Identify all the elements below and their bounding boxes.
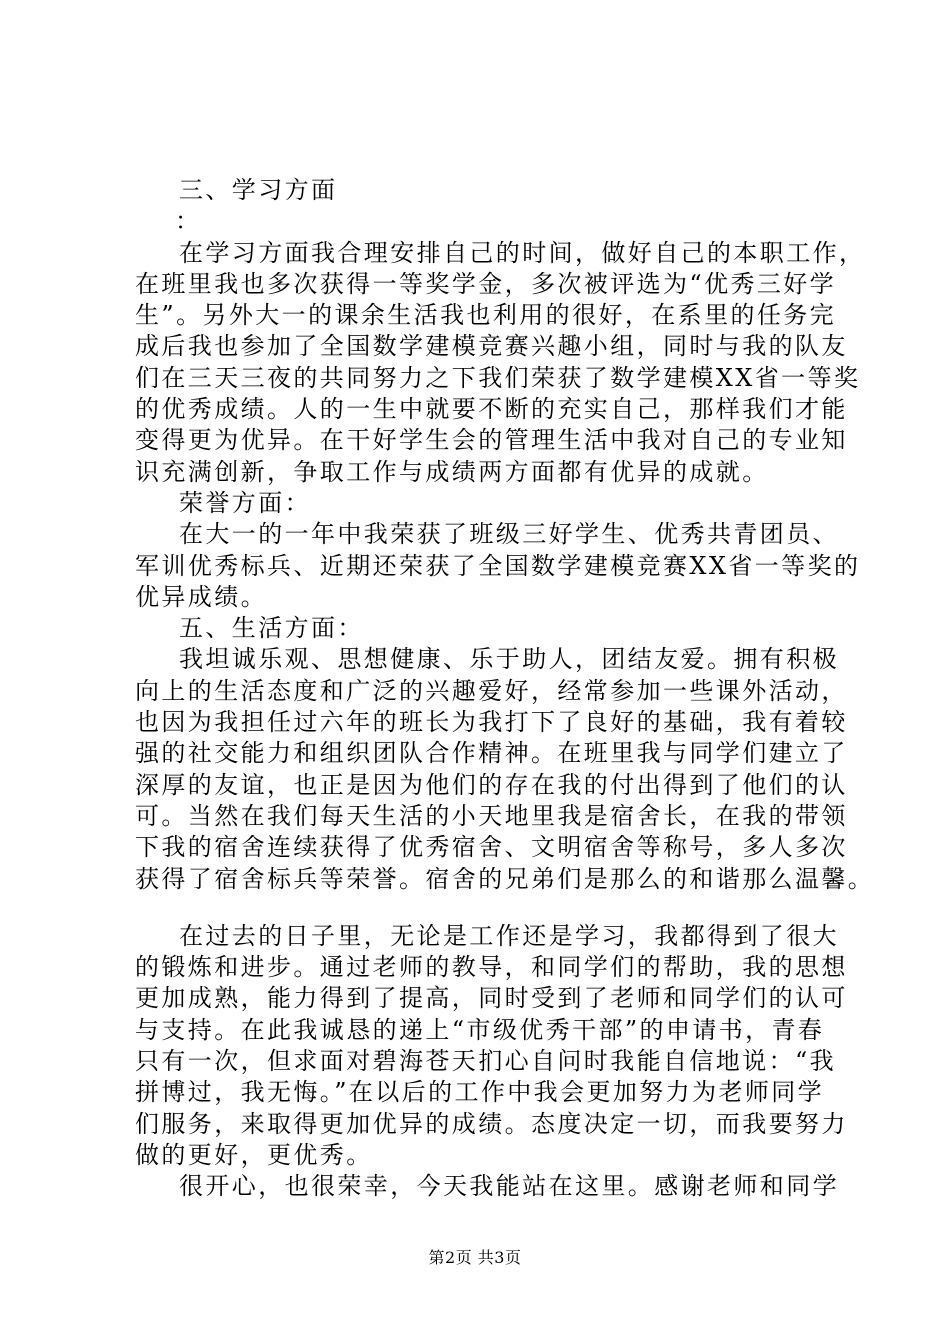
paragraph-line: 优异成绩。: [135, 582, 267, 611]
paragraph-line: 可。当然在我们每天生活的小天地里我是宿舍长，在我的带领: [135, 801, 848, 830]
paragraph-line: 深厚的友谊，也正是因为他们的存在我的付出得到了他们的认: [135, 770, 848, 799]
paragraph-study: [135, 238, 866, 488]
paragraph-line: 在班里我也多次获得一等奖学金，多次被评选为“优秀三好学: [135, 269, 837, 298]
paragraph-line: 做的更好，更优秀。: [135, 1140, 373, 1169]
paragraph-line: 更加成熟，能力得到了提高，同时受到了老师和同学们的认可: [135, 984, 848, 1013]
paragraph-line: 在过去的日子里，无论是工作还是学习，我都得到了很大: [179, 921, 839, 950]
paragraph-line: 强的社交能力和组织团队合作精神。在班里我与同学们建立了: [135, 739, 848, 768]
paragraph-line: 在大一的一年中我荣获了班级三好学生、优秀共青团员、: [179, 520, 839, 549]
paragraph-line: 的优秀成绩。人的一生中就要不断的充实自己，那样我们才能: [135, 395, 848, 424]
paragraph-line: 的锻炼和进步。通过老师的教导，和同学们的帮助，我的思想: [135, 953, 848, 982]
section-heading-colon: ：: [175, 207, 202, 236]
paragraph-gap: [135, 895, 835, 921]
paragraph-line: 下我的宿舍连续获得了优秀宿舍、文明宿舍等称号，多人多次: [135, 833, 848, 862]
paragraph-line: 军训优秀标兵、近期还荣获了全国数学建模竞赛XX省一等奖的: [135, 551, 861, 580]
section-heading-study: 三、学习方面: [179, 176, 338, 204]
paragraph-line: 们在三天三夜的共同努力之下我们荣获了数学建模XX省一等奖: [135, 363, 861, 392]
paragraph-line: 生”。另外大一的课余生活我也利用的很好，在系里的任务完: [135, 301, 837, 330]
paragraph-line: 也因为我担任过六年的班长为我打下了良好的基础，我有着较: [135, 708, 848, 737]
paragraph-line: 变得更为优异。在干好学生会的管理生活中我对自己的专业知: [135, 426, 848, 455]
paragraph-line: 向上的生活态度和广泛的兴趣爱好，经常参加一些课外活动，: [135, 676, 848, 705]
paragraph-line: 成后我也参加了全国数学建模竞赛兴趣小组，同时与我的队友: [135, 332, 848, 361]
paragraph-summary: [135, 921, 848, 1171]
paragraph-line: 与支持。在此我诚恳的递上“市级优秀干部”的申请书，青春: [135, 1015, 825, 1044]
paragraph-line: 获得了宿舍标兵等荣誉。宿舍的兄弟们是那么的和谐那么温馨。: [135, 864, 875, 893]
section-heading-honor: 荣誉方面：: [179, 488, 311, 517]
document-body: [135, 175, 875, 1203]
paragraph-line: 们服务，来取得更加优异的成绩。态度决定一切，而我要努力: [135, 1109, 848, 1138]
paragraph-line: 只有一次，但求面对碧海苍天扪心自问时我能自信地说：“我: [135, 1047, 837, 1076]
paragraph-line: 拼博过，我无悔。”在以后的工作中我会更加努力为老师同学: [135, 1078, 825, 1107]
page-indicator: 第2页 共3页: [428, 1248, 522, 1267]
paragraph-life: [135, 644, 875, 894]
paragraph-line: 识充满创新，争取工作与成绩两方面都有优异的成就。: [135, 457, 769, 486]
paragraph-line: 在学习方面我合理安排自己的时间，做好自己的本职工作，: [179, 238, 866, 267]
paragraph-closing: 很开心，也很荣幸，今天我能站在这里。感谢老师和同学: [179, 1172, 839, 1201]
paragraph-honor: [135, 519, 861, 613]
paragraph-line: 我坦诚乐观、思想健康、乐于助人，团结友爱。拥有积极: [179, 645, 839, 674]
section-heading-life: 五、生活方面：: [179, 614, 364, 643]
